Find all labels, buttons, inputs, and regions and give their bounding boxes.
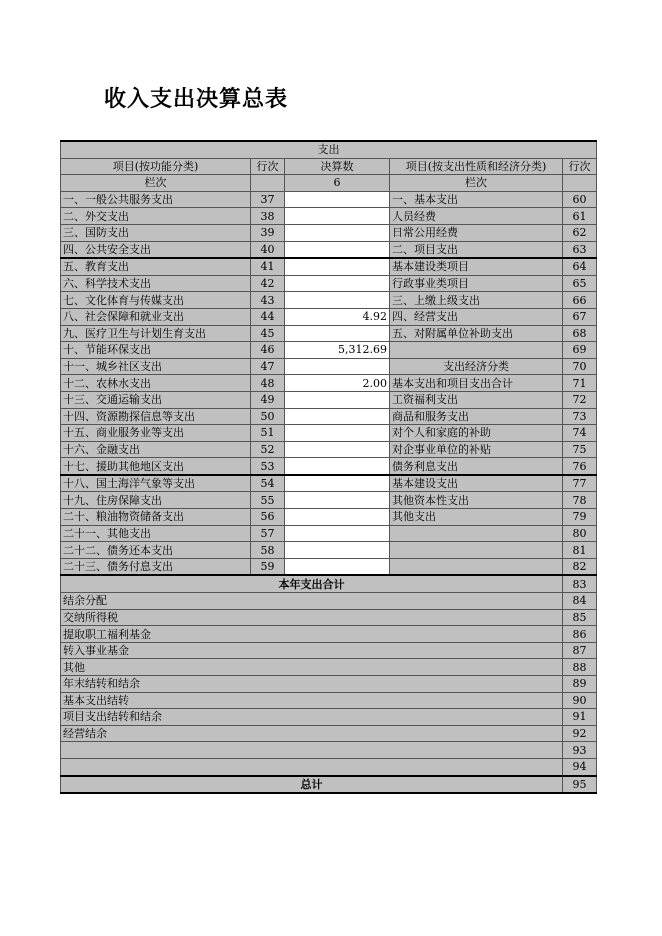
row-number: 41 [251, 258, 285, 275]
row-number-2: 68 [563, 325, 597, 342]
row-number-2: 82 [563, 558, 597, 575]
func-item-label: 七、文化体育与传媒支出 [61, 292, 251, 309]
econ-item-label: 二、项目支出 [390, 241, 563, 258]
row-number: 55 [251, 492, 285, 509]
table-row [61, 208, 597, 225]
row-number-2: 72 [563, 391, 597, 408]
page-title: 收入支出决算总表 [104, 87, 289, 112]
table-row [61, 358, 597, 375]
econ-item-label: 基本建设支出 [390, 475, 563, 492]
lower-row-label [61, 742, 563, 759]
table-row [61, 375, 597, 392]
amount-cell[interactable] [285, 458, 390, 475]
econ-item-label: 三、上缴上级支出 [390, 292, 563, 309]
func-item-label: 十九、住房保障支出 [61, 492, 251, 509]
lower-row [61, 609, 597, 626]
lower-row [61, 758, 597, 775]
row-number-2: 80 [563, 525, 597, 542]
header-amount: 决算数 [285, 158, 390, 175]
subtotal-row-label: 本年支出合计 [61, 575, 563, 592]
lower-row-label [61, 758, 563, 775]
amount-cell[interactable] [285, 441, 390, 458]
table-row [61, 191, 597, 208]
row-number: 57 [251, 525, 285, 542]
row-number-2: 79 [563, 509, 597, 526]
func-item-label: 十四、资源勘探信息等支出 [61, 408, 251, 425]
row-number-2: 71 [563, 375, 597, 392]
header-row-no: 行次 [251, 158, 285, 175]
lanci-row [61, 175, 597, 192]
econ-item-label: 行政事业类项目 [390, 275, 563, 292]
row-number-2: 69 [563, 342, 597, 359]
row-number-2: 64 [563, 258, 597, 275]
table-row [61, 408, 597, 425]
amount-cell[interactable] [285, 292, 390, 309]
row-number-2: 73 [563, 408, 597, 425]
func-item-label: 一、一般公共服务支出 [61, 191, 251, 208]
lower-row-label: 提取职工福利基金 [61, 626, 563, 643]
econ-item-label: 基本建设类项目 [390, 258, 563, 275]
lower-row-number: 86 [563, 626, 597, 643]
func-item-label: 四、公共安全支出 [61, 241, 251, 258]
header-group-row [61, 141, 597, 158]
row-number: 52 [251, 441, 285, 458]
amount-cell[interactable] [285, 408, 390, 425]
lower-row [61, 593, 597, 610]
amount-cell[interactable] [285, 509, 390, 526]
table-row [61, 275, 597, 292]
lower-row [61, 725, 597, 742]
row-number-2: 77 [563, 475, 597, 492]
func-item-label: 十六、金融支出 [61, 441, 251, 458]
lower-row [61, 642, 597, 659]
row-number-2: 62 [563, 224, 597, 241]
row-number: 53 [251, 458, 285, 475]
header-row [61, 158, 597, 175]
amount-cell[interactable] [285, 191, 390, 208]
func-item-label: 三、国防支出 [61, 224, 251, 241]
table-row [61, 342, 597, 359]
total-row [61, 776, 597, 794]
row-number-2: 60 [563, 191, 597, 208]
row-number: 54 [251, 475, 285, 492]
econ-item-label: 其他资本性支出 [390, 492, 563, 509]
table-row [61, 224, 597, 241]
table-row [61, 258, 597, 275]
subtotal-row-number: 83 [563, 575, 597, 592]
header-row-no-2: 行次 [563, 158, 597, 175]
func-item-label: 二十、粮油物资储备支出 [61, 509, 251, 526]
func-item-label: 十八、国土海洋气象等支出 [61, 475, 251, 492]
row-number: 47 [251, 358, 285, 375]
row-number: 38 [251, 208, 285, 225]
amount-cell[interactable] [285, 492, 390, 509]
lower-row-label: 转入事业基金 [61, 642, 563, 659]
table-row [61, 308, 597, 325]
lower-row-label: 基本支出结转 [61, 692, 563, 709]
table-row [61, 458, 597, 475]
lower-row-number: 89 [563, 676, 597, 693]
econ-item-label: 商品和服务支出 [390, 408, 563, 425]
lower-row-number: 92 [563, 725, 597, 742]
row-number: 49 [251, 391, 285, 408]
table-row [61, 558, 597, 575]
table-row [61, 492, 597, 509]
lower-row-label: 年末结转和结余 [61, 676, 563, 693]
amount-cell[interactable]: 5,312.69 [285, 342, 390, 359]
func-item-label: 八、社会保障和就业支出 [61, 308, 251, 325]
econ-item-label: 五、对附属单位补助支出 [390, 325, 563, 342]
amount-cell[interactable]: 2.00 [285, 375, 390, 392]
econ-item-label: 四、经营支出 [390, 308, 563, 325]
lower-row [61, 742, 597, 759]
lower-row [61, 626, 597, 643]
econ-item-label: 一、基本支出 [390, 191, 563, 208]
lower-row-label: 项目支出结转和结余 [61, 709, 563, 726]
table-row [61, 441, 597, 458]
econ-item-label: 日常公用经费 [390, 224, 563, 241]
table-row [61, 475, 597, 492]
amount-cell[interactable] [285, 475, 390, 492]
func-item-label: 二十二、债务还本支出 [61, 542, 251, 559]
lower-row-label: 其他 [61, 659, 563, 676]
amount-cell[interactable] [285, 325, 390, 342]
func-item-label: 二十三、债务付息支出 [61, 558, 251, 575]
func-item-label: 二、外交支出 [61, 208, 251, 225]
amount-cell[interactable] [285, 425, 390, 442]
row-number-2: 81 [563, 542, 597, 559]
total-row-label: 总计 [61, 776, 563, 794]
expenditure-table [60, 140, 597, 794]
econ-item-label [390, 542, 563, 559]
amount-cell[interactable] [285, 391, 390, 408]
amount-cell[interactable] [285, 558, 390, 575]
econ-item-label: 人员经费 [390, 208, 563, 225]
lower-row-number: 87 [563, 642, 597, 659]
row-number: 44 [251, 308, 285, 325]
lower-row [61, 692, 597, 709]
lower-row-number: 84 [563, 593, 597, 610]
amount-cell[interactable] [285, 208, 390, 225]
econ-item-label: 工资福利支出 [390, 391, 563, 408]
econ-item-label: 对企事业单位的补贴 [390, 441, 563, 458]
lower-row-label: 交纳所得税 [61, 609, 563, 626]
lower-row [61, 659, 597, 676]
row-number: 46 [251, 342, 285, 359]
total-row-number: 95 [563, 776, 597, 794]
amount-cell[interactable] [285, 241, 390, 258]
table-row [61, 542, 597, 559]
lower-row-label: 经营结余 [61, 725, 563, 742]
row-number: 56 [251, 509, 285, 526]
row-number: 50 [251, 408, 285, 425]
row-number: 40 [251, 241, 285, 258]
row-number-2: 74 [563, 425, 597, 442]
table-row [61, 241, 597, 258]
table-row [61, 509, 597, 526]
lanci-label-2: 栏次 [390, 175, 563, 192]
lower-row-number: 85 [563, 609, 597, 626]
row-number-2: 78 [563, 492, 597, 509]
econ-item-label: 对个人和家庭的补助 [390, 425, 563, 442]
table-row [61, 292, 597, 309]
lanci-empty-2 [563, 175, 597, 192]
amount-cell[interactable]: 4.92 [285, 308, 390, 325]
amount-cell[interactable] [285, 542, 390, 559]
lower-row [61, 709, 597, 726]
row-number-2: 63 [563, 241, 597, 258]
econ-item-label [390, 525, 563, 542]
subtotal-row [61, 575, 597, 592]
lower-row-number: 88 [563, 659, 597, 676]
row-number-2: 76 [563, 458, 597, 475]
amount-cell[interactable] [285, 258, 390, 275]
lanci-empty [251, 175, 285, 192]
func-item-label: 五、教育支出 [61, 258, 251, 275]
econ-item-label [390, 558, 563, 575]
func-item-label: 六、科学技术支出 [61, 275, 251, 292]
row-number-2: 61 [563, 208, 597, 225]
lower-row-number: 91 [563, 709, 597, 726]
row-number: 43 [251, 292, 285, 309]
row-number-2: 65 [563, 275, 597, 292]
table-row [61, 325, 597, 342]
amount-cell[interactable] [285, 358, 390, 375]
row-number: 39 [251, 224, 285, 241]
econ-item-label: 基本支出和项目支出合计 [390, 375, 563, 392]
func-item-label: 十、节能环保支出 [61, 342, 251, 359]
row-number: 59 [251, 558, 285, 575]
lower-row-number: 94 [563, 758, 597, 775]
amount-cell[interactable] [285, 275, 390, 292]
lower-row-number: 90 [563, 692, 597, 709]
lanci-amount: 6 [285, 175, 390, 192]
row-number: 37 [251, 191, 285, 208]
table-row [61, 391, 597, 408]
header-item-econ: 项目(按支出性质和经济分类) [390, 158, 563, 175]
row-number: 45 [251, 325, 285, 342]
row-number: 48 [251, 375, 285, 392]
func-item-label: 十二、农林水支出 [61, 375, 251, 392]
lower-row-number: 93 [563, 742, 597, 759]
func-item-label: 二十一、其他支出 [61, 525, 251, 542]
table-row [61, 525, 597, 542]
table-row [61, 425, 597, 442]
func-item-label: 九、医疗卫生与计划生育支出 [61, 325, 251, 342]
func-item-label: 十一、城乡社区支出 [61, 358, 251, 375]
econ-item-label [390, 342, 563, 359]
econ-item-label: 债务利息支出 [390, 458, 563, 475]
row-number-2: 67 [563, 308, 597, 325]
row-number-2: 75 [563, 441, 597, 458]
header-item-func: 项目(按功能分类) [61, 158, 251, 175]
func-item-label: 十五、商业服务业等支出 [61, 425, 251, 442]
lower-row-label: 结余分配 [61, 593, 563, 610]
row-number-2: 70 [563, 358, 597, 375]
row-number-2: 66 [563, 292, 597, 309]
row-number: 51 [251, 425, 285, 442]
lower-row [61, 676, 597, 693]
header-group-label: 支出 [61, 141, 597, 158]
econ-item-label: 支出经济分类 [390, 358, 563, 375]
func-item-label: 十七、援助其他地区支出 [61, 458, 251, 475]
amount-cell[interactable] [285, 224, 390, 241]
lanci-label: 栏次 [61, 175, 251, 192]
row-number: 58 [251, 542, 285, 559]
amount-cell[interactable] [285, 525, 390, 542]
econ-item-label: 其他支出 [390, 509, 563, 526]
func-item-label: 十三、交通运输支出 [61, 391, 251, 408]
row-number: 42 [251, 275, 285, 292]
